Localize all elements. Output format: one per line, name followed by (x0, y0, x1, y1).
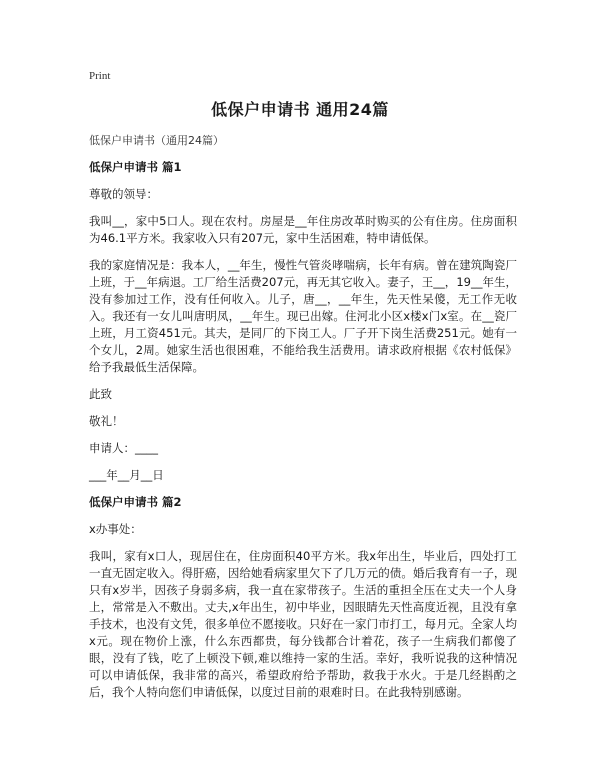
print-label: Print (89, 70, 111, 82)
date-line: ___年__月__日 (89, 468, 164, 482)
paragraph: 我的家庭情况是：我本人，__年生，慢性气管炎哮喘病，长年有病。曾在建筑陶瓷厂上班，于__年病退。工厂给生活费207元，再无其它收入。妻子，王__，19__年生，没有参加过工作，没有任何收入。儿子，唐__，__年生，先天性呆傻，无工作无收入。我还有一女儿叫唐明凤，__年生。现已出嫁。住河北小区x楼x门x室。在__瓷厂上班，月工资451元。其夫，是同厂的下岗工人。厂子开下岗生活费251元。她有一个女儿，2周。她家生活也很困难，不能给我生活费用。请求政府根据《农村低保》给予我最低生活保障。 (89, 258, 517, 374)
paragraph: 我叫__，家中5口人。现在农村。房屋是__年住房改革时购买的公有住房。住房面积为46.1平方米。我家收入只有207元，家中生活困难，特申请低保。 (89, 214, 517, 245)
applicant-line: 申请人：____ (89, 441, 158, 455)
closing-line: 此致 (89, 387, 112, 401)
section-1 (89, 159, 517, 484)
section-heading: 低保户申请书 篇2 (89, 495, 182, 509)
section-2 (89, 494, 517, 701)
salutation: x办事处： (89, 522, 142, 536)
closing-line: 敬礼！ (89, 414, 124, 428)
section-heading: 低保户申请书 篇1 (89, 160, 182, 174)
paragraph: 我叫，家有x口人，现居住在，住房面积40平方米。我x年出生，毕业后，四处打工一直无固定收入。得肝癌，因给她看病家里欠下了几万元的债。婚后我育有一子，现只有x岁半，因孩子身弱多病，我一直在家带孩子。生活的重担全压在丈夫一个人身上，常常是入不敷出。丈夫,x年出生，初中毕业，因眼睛先天性高度近视，且没有拿手技术，也没有文凭，很多单位不愿接收。只好在一家门市打工，每月元。全家人均x元。现在物价上涨，什么东西都贵，每分钱都合计着花，孩子一生病我们都傻了眼，没有了钱，吃了上顿没下顿,难以维持一家的生活。幸好，我听说我的这种情况可以申请低保，我非常的高兴，希望政府给予帮助，救我于水火。于是几经斟酌之后，我个人特向您们申请低保，以度过目前的艰难时日。在此我特别感谢。 (89, 549, 517, 699)
document-title: 低保户申请书 通用24篇 (211, 100, 389, 119)
document-subtitle: 低保户申请书（通用24篇） (89, 134, 224, 147)
salutation: 尊敬的领导： (89, 187, 158, 201)
document-body (89, 132, 517, 711)
